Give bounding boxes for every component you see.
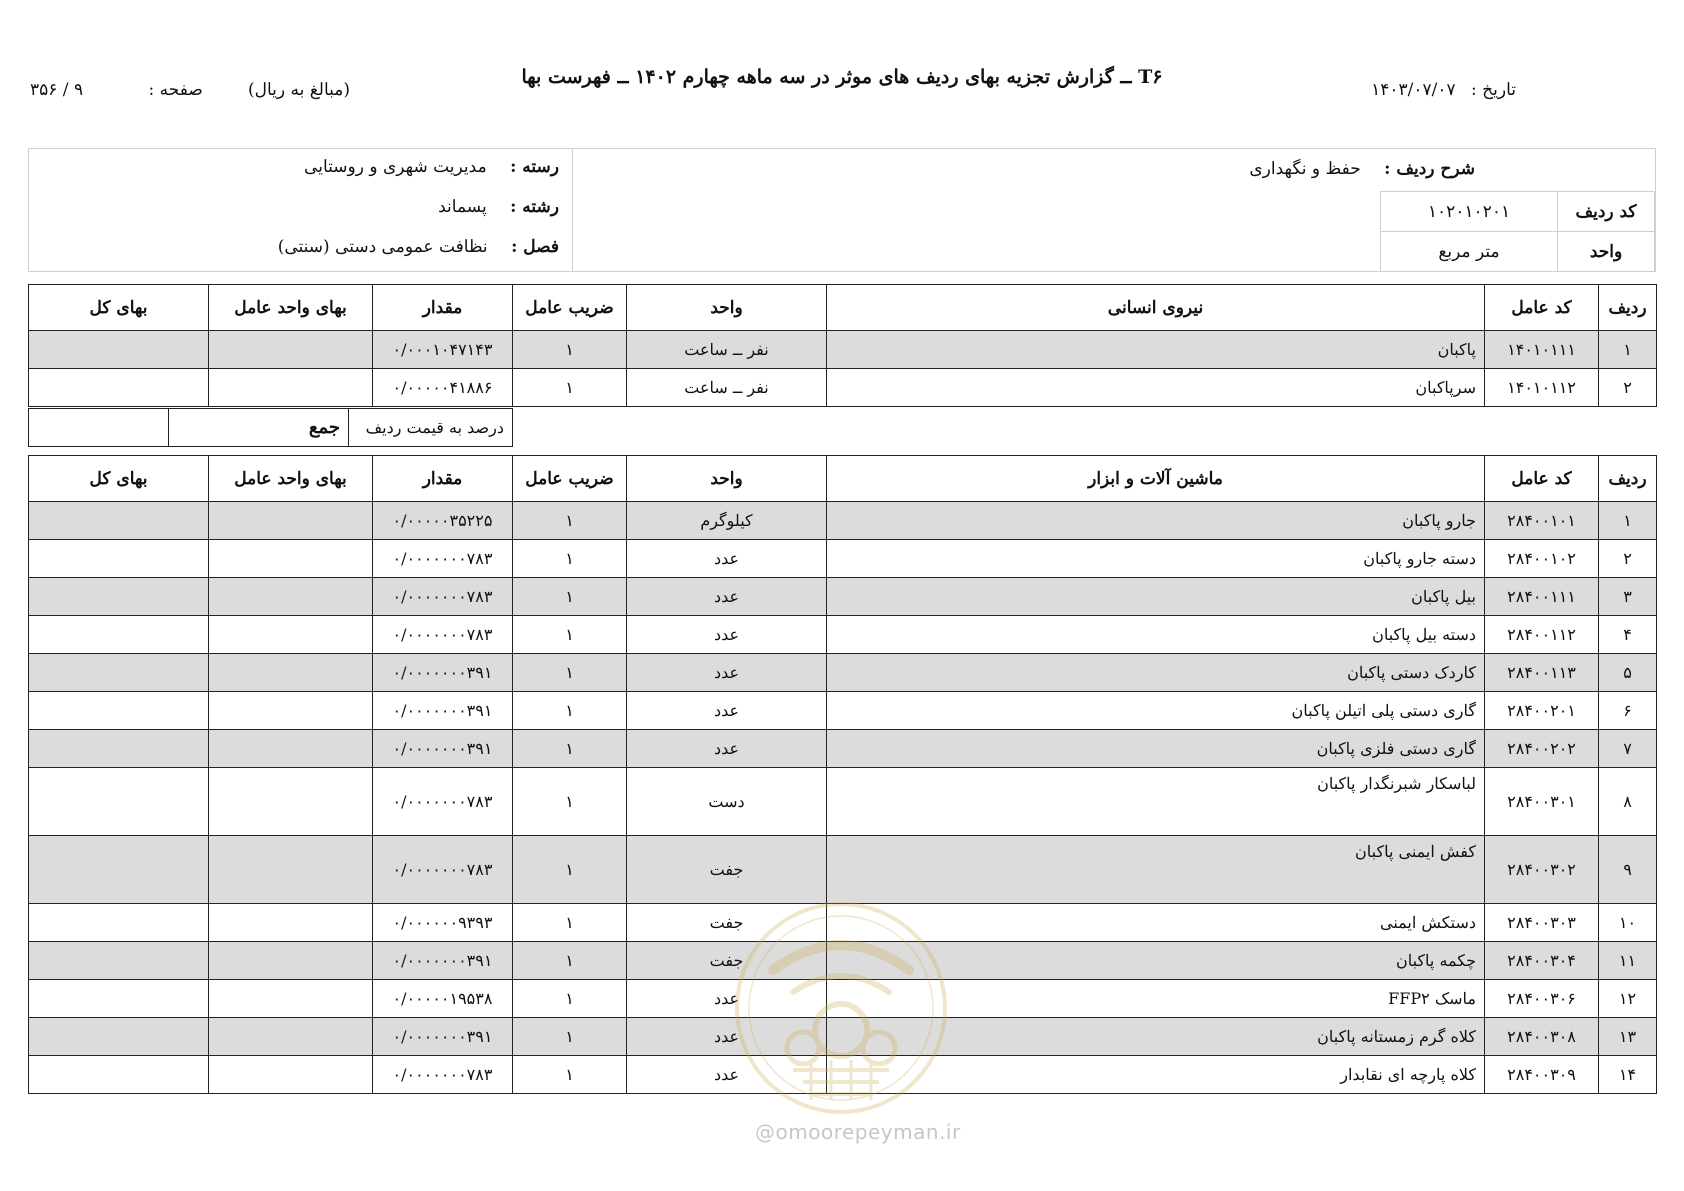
col-qty: مقدار: [373, 456, 513, 502]
table-row: [29, 730, 1657, 768]
col-code: کد عامل: [1485, 285, 1599, 331]
cell-name: جارو پاکبان: [827, 502, 1485, 540]
cell-row: ۷: [1599, 730, 1657, 768]
percent-label: درصد به قیمت ردیف: [349, 409, 513, 447]
cell-coef: ۱: [513, 616, 627, 654]
cell-row: ۲: [1599, 540, 1657, 578]
cell-unit: عدد: [627, 654, 827, 692]
cell-qty: ۰/۰۰۰۰۰۰۰۷۸۳: [373, 1056, 513, 1094]
cell-unit-price: [209, 692, 373, 730]
cell-row: ۱۳: [1599, 1018, 1657, 1056]
cell-row: ۳: [1599, 578, 1657, 616]
cell-code: ۲۸۴۰۰۱۰۲: [1485, 540, 1599, 578]
cell-unit-price: [209, 836, 373, 904]
cell-qty: ۰/۰۰۰۰۰۰۰۷۸۳: [373, 616, 513, 654]
cell-total: [29, 980, 209, 1018]
cell-total: [29, 1056, 209, 1094]
cell-row: ۱۱: [1599, 942, 1657, 980]
cell-code: ۱۴۰۱۰۱۱۲: [1485, 369, 1599, 407]
cell-total: [29, 768, 209, 836]
cell-code: ۲۸۴۰۰۲۰۱: [1485, 692, 1599, 730]
cell-name: کفش ایمنی پاکبان: [827, 836, 1485, 904]
cell-total: [29, 540, 209, 578]
unit-label: واحد: [1557, 231, 1655, 272]
cell-name: گاری دستی پلی اتیلن پاکبان: [827, 692, 1485, 730]
cell-total: [29, 904, 209, 942]
table-row: [29, 331, 1657, 369]
col-coef: ضریب عامل: [513, 285, 627, 331]
cell-total: [29, 331, 209, 369]
row-code-label: کد ردیف: [1557, 191, 1655, 232]
category-label: رسته :: [510, 157, 559, 177]
col-code: کد عامل: [1485, 456, 1599, 502]
cell-coef: ۱: [513, 730, 627, 768]
cell-qty: ۰/۰۰۰۰۰۰۹۳۹۳: [373, 904, 513, 942]
page-label: صفحه :: [148, 80, 203, 100]
category-value: مدیریت شهری و روستایی: [304, 157, 487, 177]
col-unit-price: بهای واحد عامل: [209, 456, 373, 502]
cell-name: ماسک FFP۲: [827, 980, 1485, 1018]
cell-name: دسته جارو پاکبان: [827, 540, 1485, 578]
date-label: تاریخ :: [1471, 80, 1516, 100]
col-qty: مقدار: [373, 285, 513, 331]
cell-unit-price: [209, 369, 373, 407]
cell-qty: ۰/۰۰۰۰۰۱۹۵۳۸: [373, 980, 513, 1018]
row-info-box: [28, 148, 1656, 272]
row-code-value: ۱۰۲۰۱۰۲۰۱: [1380, 191, 1558, 232]
cell-unit: نفر ــ ساعت: [627, 331, 827, 369]
cell-row: ۵: [1599, 654, 1657, 692]
row-desc-value: حفظ و نگهداری: [1249, 159, 1361, 179]
cell-code: ۲۸۴۰۰۳۰۱: [1485, 768, 1599, 836]
labor-header-row: [29, 285, 1657, 331]
cell-name: چکمه پاکبان: [827, 942, 1485, 980]
cell-unit: جفت: [627, 904, 827, 942]
cell-total: [29, 730, 209, 768]
labor-table: [28, 284, 1657, 407]
cell-unit: نفر ــ ساعت: [627, 369, 827, 407]
cell-coef: ۱: [513, 369, 627, 407]
cell-coef: ۱: [513, 502, 627, 540]
cell-qty: ۰/۰۰۰۰۰۰۰۷۸۳: [373, 836, 513, 904]
field-label: رشته :: [510, 197, 559, 217]
cell-name: پاکبان: [827, 331, 1485, 369]
cell-row: ۹: [1599, 836, 1657, 904]
cell-total: [29, 502, 209, 540]
table-row: [29, 836, 1657, 904]
cell-total: [29, 692, 209, 730]
cell-unit: عدد: [627, 730, 827, 768]
cell-row: ۱: [1599, 331, 1657, 369]
cell-unit-price: [209, 331, 373, 369]
cell-unit-price: [209, 768, 373, 836]
cell-unit-price: [209, 578, 373, 616]
cell-total: [29, 578, 209, 616]
cell-unit-price: [209, 616, 373, 654]
table-row: [29, 768, 1657, 836]
machine-header-row: [29, 456, 1657, 502]
cell-unit-price: [209, 1018, 373, 1056]
table-row: [29, 540, 1657, 578]
sum-label: جمع: [169, 409, 349, 447]
chapter-value: نظافت عمومی دستی (سنتی): [277, 237, 488, 257]
table-row: [29, 654, 1657, 692]
col-unit: واحد: [627, 456, 827, 502]
cell-row: ۱: [1599, 502, 1657, 540]
labor-sum-row: [28, 408, 1657, 447]
cell-unit: دست: [627, 768, 827, 836]
cell-qty: ۰/۰۰۰۰۰۰۰۷۸۳: [373, 578, 513, 616]
cell-qty: ۰/۰۰۰۱۰۴۷۱۴۳: [373, 331, 513, 369]
category: [304, 157, 559, 177]
cell-unit: عدد: [627, 616, 827, 654]
cell-row: ۱۴: [1599, 1056, 1657, 1094]
cell-coef: ۱: [513, 768, 627, 836]
cell-code: ۲۸۴۰۰۱۱۱: [1485, 578, 1599, 616]
cell-coef: ۱: [513, 654, 627, 692]
cell-qty: ۰/۰۰۰۰۰۰۰۳۹۱: [373, 692, 513, 730]
cell-row: ۱۰: [1599, 904, 1657, 942]
chapter-label: فصل :: [511, 237, 559, 257]
row-description: [1249, 159, 1475, 179]
cell-unit: عدد: [627, 692, 827, 730]
cell-unit: عدد: [627, 980, 827, 1018]
col-total: بهای کل: [29, 285, 209, 331]
chapter: [278, 237, 559, 257]
cell-code: ۱۴۰۱۰۱۱۱: [1485, 331, 1599, 369]
cell-total: [29, 654, 209, 692]
cell-code: ۲۸۴۰۰۳۰۲: [1485, 836, 1599, 904]
cell-qty: ۰/۰۰۰۰۰۰۰۳۹۱: [373, 730, 513, 768]
cell-code: ۲۸۴۰۰۳۰۴: [1485, 942, 1599, 980]
cell-total: [29, 836, 209, 904]
table-row: [29, 692, 1657, 730]
watermark-seal-icon: [733, 900, 949, 1116]
amount-note: (مبالغ به ریال): [248, 80, 351, 100]
cell-name: کاردک دستی پاکبان: [827, 654, 1485, 692]
cell-total: [29, 369, 209, 407]
date-value: ۱۴۰۳/۰۷/۰۷: [1371, 80, 1456, 100]
cell-name: دستکش ایمنی: [827, 904, 1485, 942]
cell-code: ۲۸۴۰۰۳۰۶: [1485, 980, 1599, 1018]
cell-row: ۸: [1599, 768, 1657, 836]
cell-unit: عدد: [627, 1056, 827, 1094]
cell-unit-price: [209, 502, 373, 540]
cell-code: ۲۸۴۰۰۳۰۹: [1485, 1056, 1599, 1094]
cell-qty: ۰/۰۰۰۰۰۰۰۳۹۱: [373, 654, 513, 692]
col-unit: واحد: [627, 285, 827, 331]
page-indicator: [30, 80, 203, 100]
cell-unit-price: [209, 1056, 373, 1094]
table-row: [29, 578, 1657, 616]
cell-total: [29, 1018, 209, 1056]
cell-unit: عدد: [627, 1018, 827, 1056]
cell-coef: ۱: [513, 1018, 627, 1056]
col-total: بهای کل: [29, 456, 209, 502]
watermark-url: @omoorepeyman.ir: [755, 1120, 961, 1144]
cell-name: کلاه گرم زمستانه پاکبان: [827, 1018, 1485, 1056]
table-row: [29, 369, 1657, 407]
cell-unit: عدد: [627, 540, 827, 578]
unit-value: متر مربع: [1380, 231, 1558, 272]
table-row: [29, 502, 1657, 540]
cell-code: ۲۸۴۰۰۳۰۸: [1485, 1018, 1599, 1056]
field: [438, 197, 559, 217]
cell-unit-price: [209, 730, 373, 768]
cell-qty: ۰/۰۰۰۰۰۰۰۳۹۱: [373, 942, 513, 980]
cell-unit-price: [209, 540, 373, 578]
cell-unit-price: [209, 980, 373, 1018]
cell-name: بیل پاکبان: [827, 578, 1485, 616]
cell-code: ۲۸۴۰۰۳۰۳: [1485, 904, 1599, 942]
field-value: پسماند: [438, 197, 487, 217]
cell-code: ۲۸۴۰۰۲۰۲: [1485, 730, 1599, 768]
cell-coef: ۱: [513, 942, 627, 980]
cell-name: کلاه پارچه ای نقابدار: [827, 1056, 1485, 1094]
cell-code: ۲۸۴۰۰۱۱۲: [1485, 616, 1599, 654]
cell-total: [29, 616, 209, 654]
page-value: ۹ / ۳۵۶: [30, 80, 84, 100]
cell-qty: ۰/۰۰۰۰۰۰۰۷۸۳: [373, 540, 513, 578]
info-divider: [572, 149, 573, 271]
table-row: [29, 616, 1657, 654]
col-row: ردیف: [1599, 456, 1657, 502]
cell-coef: ۱: [513, 578, 627, 616]
cell-name: لباسکار شبرنگدار پاکبان: [827, 768, 1485, 836]
col-name: نیروی انسانی: [827, 285, 1485, 331]
cell-name: دسته بیل پاکبان: [827, 616, 1485, 654]
cell-coef: ۱: [513, 692, 627, 730]
cell-code: ۲۸۴۰۰۱۱۳: [1485, 654, 1599, 692]
col-coef: ضریب عامل: [513, 456, 627, 502]
cell-unit-price: [209, 654, 373, 692]
cell-unit-price: [209, 904, 373, 942]
cell-coef: ۱: [513, 1056, 627, 1094]
cell-unit-price: [209, 942, 373, 980]
cell-row: ۱۲: [1599, 980, 1657, 1018]
sum-value: [29, 409, 169, 447]
cell-coef: ۱: [513, 540, 627, 578]
col-row: ردیف: [1599, 285, 1657, 331]
cell-unit: جفت: [627, 836, 827, 904]
cell-name: سرپاکبان: [827, 369, 1485, 407]
row-desc-label: شرح ردیف :: [1384, 159, 1475, 179]
cell-coef: ۱: [513, 904, 627, 942]
cell-total: [29, 942, 209, 980]
cell-row: ۶: [1599, 692, 1657, 730]
cell-code: ۲۸۴۰۰۱۰۱: [1485, 502, 1599, 540]
cell-row: ۲: [1599, 369, 1657, 407]
cell-coef: ۱: [513, 836, 627, 904]
cell-qty: ۰/۰۰۰۰۰۴۱۸۸۶: [373, 369, 513, 407]
cell-qty: ۰/۰۰۰۰۰۰۰۷۸۳: [373, 768, 513, 836]
cell-coef: ۱: [513, 331, 627, 369]
cell-unit: کیلوگرم: [627, 502, 827, 540]
cell-qty: ۰/۰۰۰۰۰۰۰۳۹۱: [373, 1018, 513, 1056]
cell-coef: ۱: [513, 980, 627, 1018]
cell-row: ۴: [1599, 616, 1657, 654]
cell-qty: ۰/۰۰۰۰۰۳۵۲۲۵: [373, 502, 513, 540]
col-unit-price: بهای واحد عامل: [209, 285, 373, 331]
page-title: T۶ ــ گزارش تجزیه بهای ردیف های موثر در سه ماهه چهارم ۱۴۰۲ ــ فهرست بها: [521, 66, 1163, 88]
cell-name: گاری دستی فلزی پاکبان: [827, 730, 1485, 768]
cell-unit: عدد: [627, 578, 827, 616]
col-name: ماشین آلات و ابزار: [827, 456, 1485, 502]
cell-unit: جفت: [627, 942, 827, 980]
